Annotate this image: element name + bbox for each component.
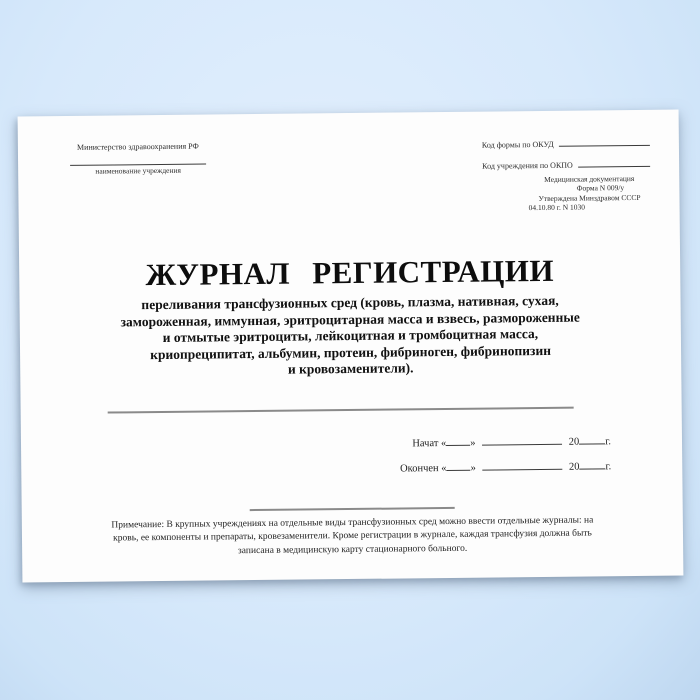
finished-row <box>400 457 611 474</box>
started-year-prefix: 20 <box>566 436 580 448</box>
subtitle-line: переливания трансфузионных сред (кровь, плазма, нативная, сухая, <box>141 292 559 313</box>
started-year-suffix: г. <box>605 436 612 448</box>
finished-close-quote: » <box>470 462 479 474</box>
subtitle-line: замороженная, иммунная, эритроцитарная масса и взвесь, размороженные <box>120 309 580 329</box>
okpo-label: Код учреждения по ОКПО <box>482 160 573 171</box>
started-year-blank <box>579 432 605 444</box>
meddoc-approval-date: 04.10.80 г. N 1030 <box>528 202 586 213</box>
started-label: Начат « <box>412 438 447 450</box>
note-line: записана в медицинскую карту стационарного больного. <box>237 543 468 557</box>
note-line: Примечание: В крупных учреждениях на отдельные виды трансфузионных сред можно ввести отдельные журналы: на <box>111 515 594 531</box>
medical-documentation-block <box>528 174 650 213</box>
subtitle-line: и кровозаменители). <box>287 360 414 378</box>
ministry-block <box>68 141 208 176</box>
okpo-blank-line <box>578 157 650 168</box>
subtitle-block <box>19 292 681 382</box>
started-close-quote: » <box>470 437 479 449</box>
okud-blank-line <box>559 136 650 147</box>
subtitle-line: криопреципитат, альбумин, протеин, фибриноген, фибринопизин <box>150 342 552 362</box>
note-line: кровь, ее компоненты и препараты, кровезаменители. Кроме регистрации в журнале, каждая трансфузия должна быть <box>113 528 592 544</box>
finished-label: Окончен « <box>400 463 447 475</box>
page-title: ЖУРНАЛ РЕГИСТРАЦИИ <box>145 252 555 293</box>
started-day-blank <box>446 434 470 446</box>
okpo-row <box>482 157 650 171</box>
started-row <box>400 432 611 449</box>
journal-name-fill-line <box>108 407 574 414</box>
started-month-blank <box>482 433 562 446</box>
meddoc-form-number: Форма N 009/у <box>576 183 625 194</box>
meddoc-approved-by: Утверждена Минздравом СССР <box>538 192 641 203</box>
dates-block <box>400 432 612 474</box>
institution-caption: наименование учреждения <box>95 165 181 176</box>
finished-year-prefix: 20 <box>566 461 580 473</box>
form-page <box>18 110 684 583</box>
okud-label: Код формы по ОКУД <box>481 139 554 150</box>
note-separator-line <box>250 507 455 511</box>
subtitle-line: и отмытые эритроциты, лейкоцитная и тромбоцитная масса, <box>162 326 539 346</box>
note-block <box>22 514 683 561</box>
finished-month-blank <box>482 458 562 471</box>
codes-block <box>482 136 650 171</box>
finished-year-suffix: г. <box>605 461 612 473</box>
finished-year-blank <box>579 457 605 469</box>
meddoc-line1: Медицинская документация <box>544 174 635 184</box>
ministry-name: Министерство здравоохранения РФ <box>76 141 199 152</box>
okud-row <box>482 136 650 150</box>
finished-day-blank <box>446 459 470 471</box>
